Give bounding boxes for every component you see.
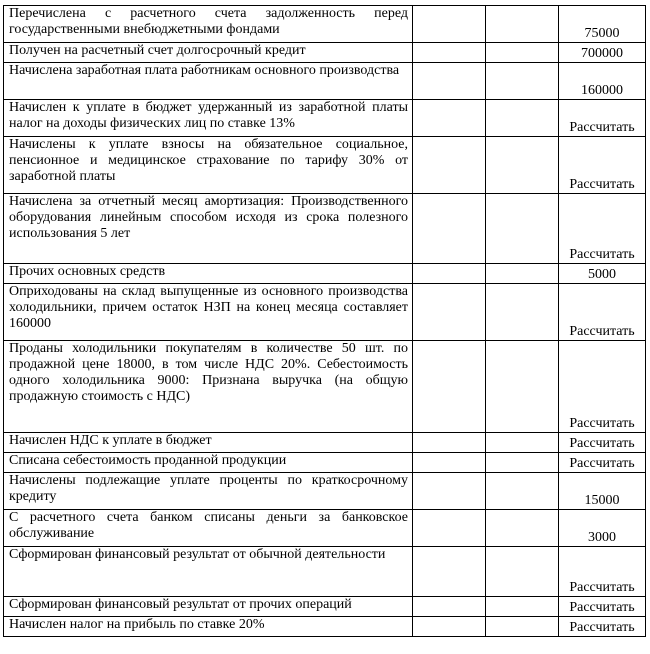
debit-cell	[413, 597, 486, 617]
table-row	[4, 284, 646, 341]
row-amount: Рассчитать	[559, 453, 646, 473]
table-row	[4, 137, 646, 194]
row-description: Начислен НДС к уплате в бюджет	[4, 433, 413, 453]
credit-cell	[486, 433, 559, 453]
table-row	[4, 453, 646, 473]
credit-cell	[486, 63, 559, 100]
table-row	[4, 264, 646, 284]
debit-cell	[413, 547, 486, 597]
row-amount: Рассчитать	[559, 341, 646, 433]
credit-cell	[486, 547, 559, 597]
row-description: С расчетного счета банком списаны деньги за банковское обслуживание	[4, 510, 413, 547]
transactions-table-body	[4, 6, 646, 637]
table-row	[4, 597, 646, 617]
debit-cell	[413, 264, 486, 284]
row-description: Оприходованы на склад выпущенные из основного производства холодильники, причем остаток НЗП на конец месяца составляет 160000	[4, 284, 413, 341]
credit-cell	[486, 194, 559, 264]
row-description: Начислены к уплате взносы на обязательное социальное, пенсионное и медицинское страхование по тарифу 30% от заработной платы	[4, 137, 413, 194]
debit-cell	[413, 63, 486, 100]
debit-cell	[413, 43, 486, 63]
table-row	[4, 510, 646, 547]
table-row	[4, 473, 646, 510]
credit-cell	[486, 6, 559, 43]
credit-cell	[486, 597, 559, 617]
row-description: Сформирован финансовый результат от обычной деятельности	[4, 547, 413, 597]
debit-cell	[413, 6, 486, 43]
debit-cell	[413, 473, 486, 510]
credit-cell	[486, 473, 559, 510]
row-description: Начислены подлежащие уплате проценты по краткосрочному кредиту	[4, 473, 413, 510]
credit-cell	[486, 284, 559, 341]
table-row	[4, 43, 646, 63]
debit-cell	[413, 453, 486, 473]
debit-cell	[413, 100, 486, 137]
row-description: Начислена заработная плата работникам основного производства	[4, 63, 413, 100]
debit-cell	[413, 433, 486, 453]
row-amount: Рассчитать	[559, 137, 646, 194]
transactions-table	[3, 5, 646, 637]
credit-cell	[486, 510, 559, 547]
row-amount: Рассчитать	[559, 547, 646, 597]
debit-cell	[413, 617, 486, 637]
row-amount: 160000	[559, 63, 646, 100]
row-description: Начислен налог на прибыль по ставке 20%	[4, 617, 413, 637]
debit-cell	[413, 137, 486, 194]
row-amount: Рассчитать	[559, 194, 646, 264]
row-description: Начислен к уплате в бюджет удержанный из заработной платы налог на доходы физических лиц по ставке 13%	[4, 100, 413, 137]
credit-cell	[486, 264, 559, 284]
row-amount: Рассчитать	[559, 433, 646, 453]
debit-cell	[413, 284, 486, 341]
debit-cell	[413, 194, 486, 264]
credit-cell	[486, 341, 559, 433]
credit-cell	[486, 100, 559, 137]
row-description: Прочих основных средств	[4, 264, 413, 284]
row-amount: 15000	[559, 473, 646, 510]
row-amount: 75000	[559, 6, 646, 43]
row-description: Проданы холодильники покупателям в количестве 50 шт. по продажной цене 18000, в том числе НДС 20%. Себестоимость одного холодильника 9000: Признана выручка (на общую продажную стоимость с НДС)	[4, 341, 413, 433]
ledger-wrapper	[3, 5, 646, 637]
table-row	[4, 547, 646, 597]
table-row	[4, 6, 646, 43]
row-amount: Рассчитать	[559, 284, 646, 341]
row-description: Списана себестоимость проданной продукции	[4, 453, 413, 473]
credit-cell	[486, 617, 559, 637]
table-row	[4, 433, 646, 453]
row-description: Начислена за отчетный месяц амортизация: Производственного оборудования линейным способом исходя из срока полезного использования 5 лет	[4, 194, 413, 264]
credit-cell	[486, 137, 559, 194]
table-row	[4, 341, 646, 433]
row-amount: 700000	[559, 43, 646, 63]
debit-cell	[413, 341, 486, 433]
credit-cell	[486, 43, 559, 63]
row-amount: 3000	[559, 510, 646, 547]
table-row	[4, 63, 646, 100]
row-description: Получен на расчетный счет долгосрочный кредит	[4, 43, 413, 63]
row-amount: Рассчитать	[559, 617, 646, 637]
row-amount: 5000	[559, 264, 646, 284]
table-row	[4, 617, 646, 637]
table-row	[4, 100, 646, 137]
row-amount: Рассчитать	[559, 597, 646, 617]
row-description: Перечислена с расчетного счета задолженность перед государственными внебюджетными фондами	[4, 6, 413, 43]
row-amount: Рассчитать	[559, 100, 646, 137]
credit-cell	[486, 453, 559, 473]
debit-cell	[413, 510, 486, 547]
table-row	[4, 194, 646, 264]
row-description: Сформирован финансовый результат от прочих операций	[4, 597, 413, 617]
